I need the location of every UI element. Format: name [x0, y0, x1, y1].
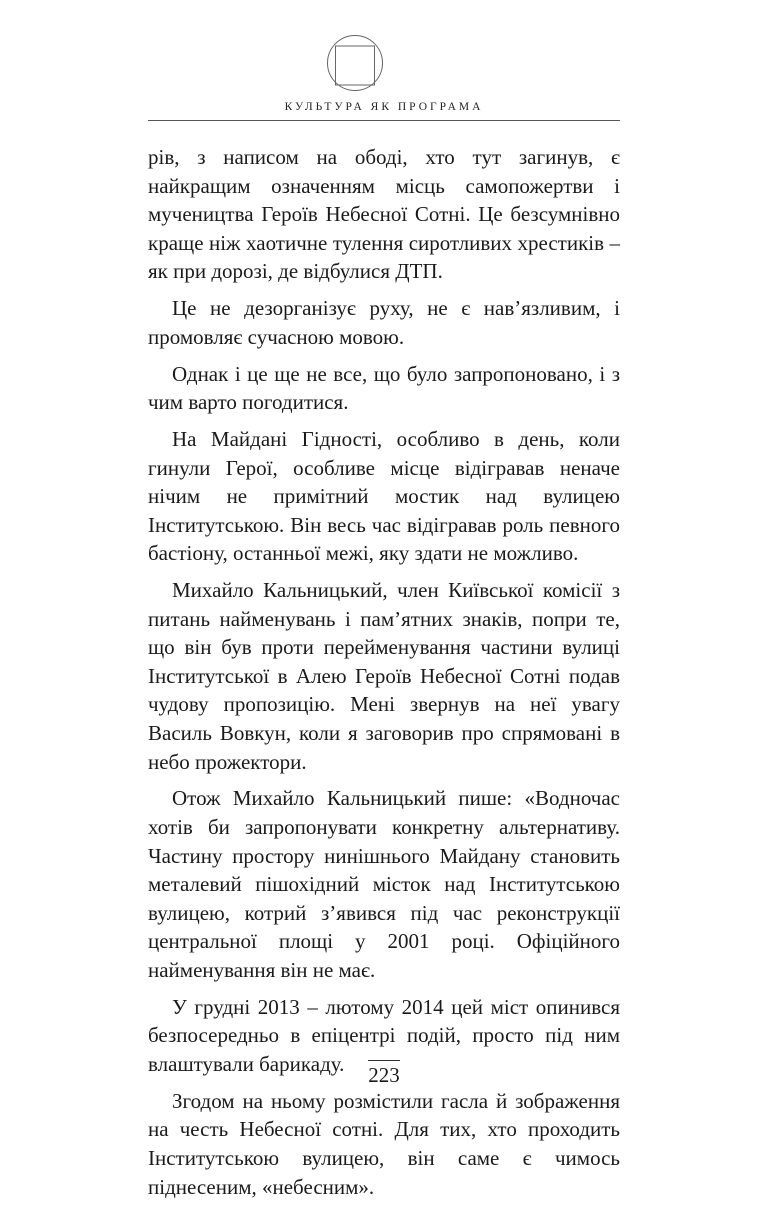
running-head-title: КУЛЬТУРА ЯК ПРОГРАМА	[284, 101, 484, 113]
paragraph: Однак і це ще не все, що було запропоновано, і з чим варто погодитися.	[148, 361, 620, 415]
body-text	[148, 143, 620, 1209]
paragraph: Це не дезорганізує руху, не є нав’язливим, і промовляє сучасною мовою.	[148, 296, 620, 349]
paragraph: Отож Михайло Кальницький пише: «Водночас хотів би запропонувати конкретну альтернативу. Частину простору нинішнього Майдану становить металевий пішохідний місток над Інститутською вулицею, котрий з’явився під час реконструкції центральної площі у 2001 році. Офіційного найменування він не має.	[148, 786, 620, 982]
page-number-container	[148, 1060, 620, 1088]
page-number: 223	[368, 1060, 400, 1088]
paragraph: У грудні 2013 – лютому 2014 цей міст опинився безпосередньо в епіцентрі подій, просто під ним влаштували барикаду.	[148, 994, 620, 1076]
paragraph: На Майдані Гідності, особливо в день, коли гинули Герої, особливе місце відігравав неначе нічим не примітний мостик над вулицею Інститутською. Він весь час відігравав роль певного бастіону, останньої межі, яку здати не можливо.	[148, 426, 620, 566]
paragraph: рів, з написом на ободі, хто тут загинув, є найкращим означенням місць самопожертви і мучеництва Героїв Небесної Сотні. Це безсумнівно краще ніж хаотичне тулення сиротливих хрестиків – як при дорозі, де відбулися ДТП.	[148, 145, 620, 284]
paragraph: Згодом на ньому розмістили гасла й зображення на честь Небесної сотні. Для тих, хто проходить Інститутською вулицею, він саме є чимось піднесеним, «небесним».	[148, 1088, 620, 1199]
paragraph: Михайло Кальницький, член Київської комісії з питань найменувань і пам’ятних знаків, попри те, що він був проти перейменування частини вулиці Інститутської в Алею Героїв Небесної Сотні подав чудову пропозицію. Мені звернув на неї увагу Василь Вовкун, коли я заговорив про спрямовані в небо прожектори.	[148, 578, 620, 774]
circle-square-emblem-icon	[326, 34, 384, 92]
header-rule	[148, 120, 620, 121]
